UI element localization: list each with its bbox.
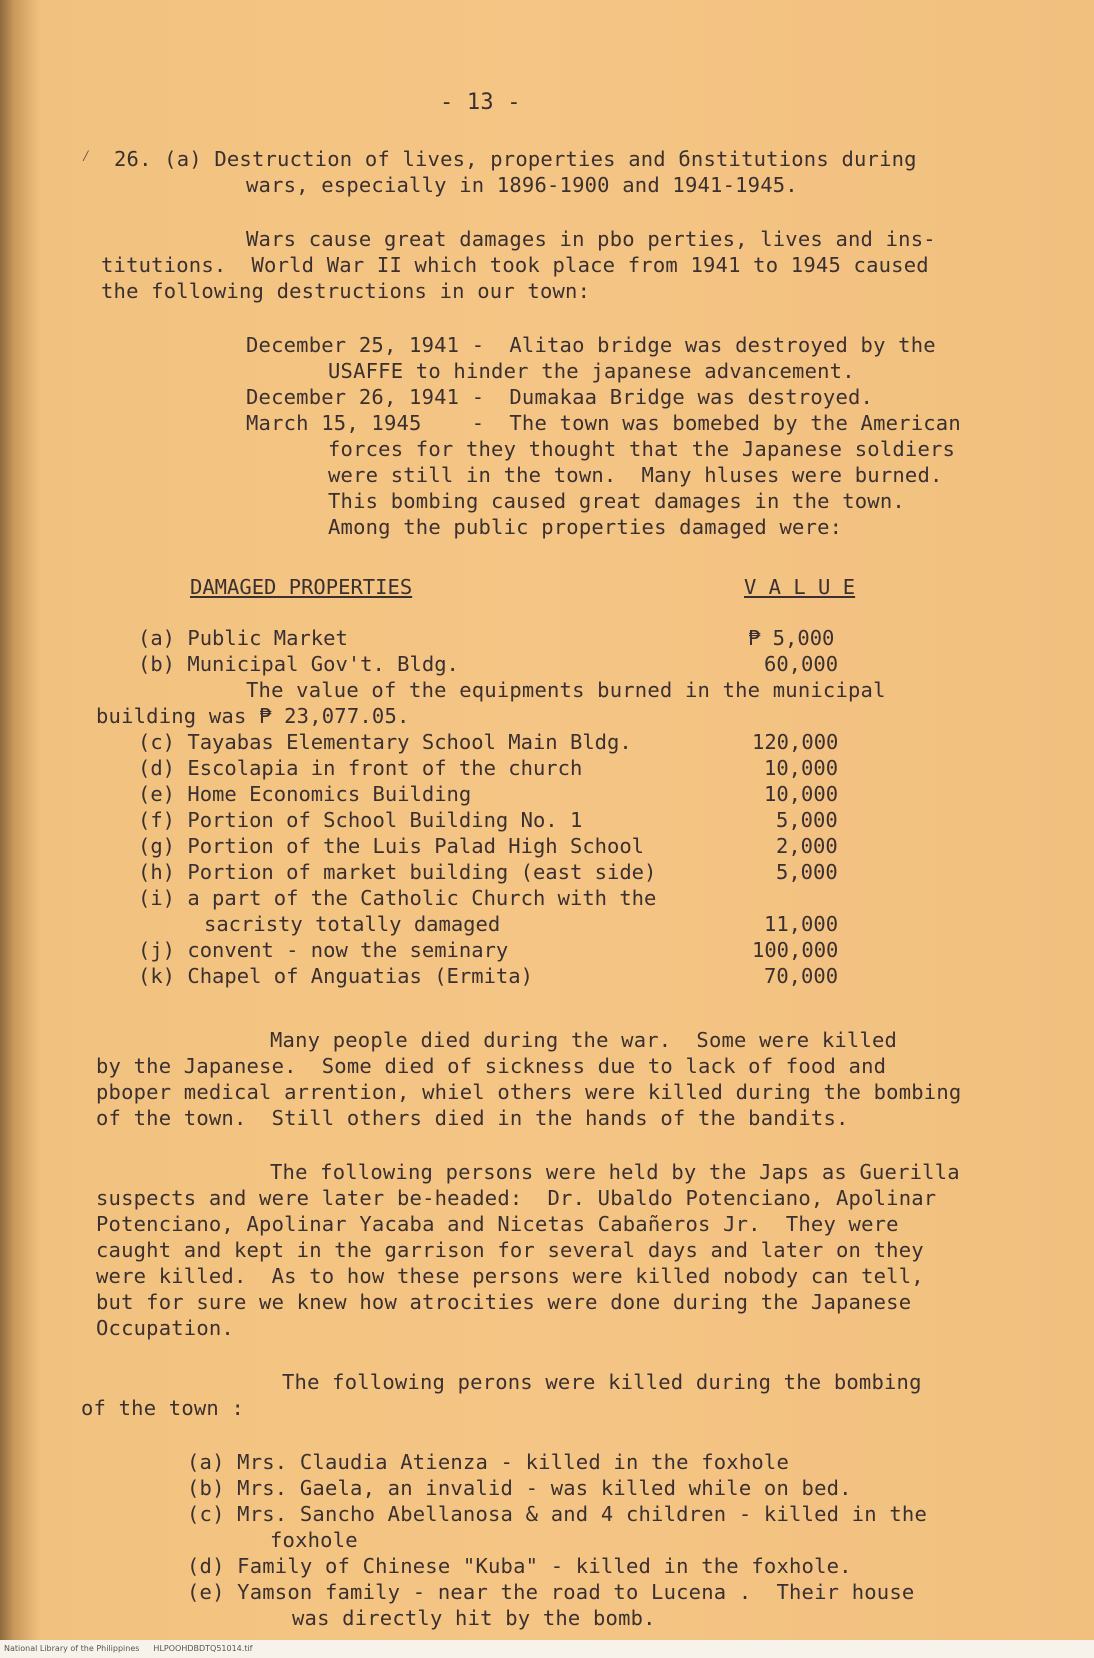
property-label: (g) Portion of the Luis Palad High School xyxy=(138,834,645,858)
property-value: 60,000 xyxy=(764,652,839,676)
victim-item: (b) Mrs. Gaela, an invalid - was killed while on bed. xyxy=(187,1476,852,1500)
paragraph-line: caught and kept in the garrison for several days and later on they xyxy=(96,1238,924,1262)
victim-item: (c) Mrs. Sancho Abellanosa & and 4 children - killed in the xyxy=(187,1502,927,1526)
table-header-value: V A L U E xyxy=(744,575,856,599)
property-label: (a) Public Market xyxy=(138,626,348,650)
property-value: 11,000 xyxy=(764,912,839,936)
property-value: 100,000 xyxy=(752,938,839,962)
paragraph-line: of the town. Still others died in the hands of the bandits. xyxy=(96,1106,849,1130)
event-line: December 26, 1941 - Dumakaa Bridge was destroyed. xyxy=(246,385,874,409)
event-line: This bombing caused great damages in the town. xyxy=(328,489,905,513)
event-line: Among the public properties damaged were: xyxy=(328,515,843,539)
section-heading-line1: 26. (a) Destruction of lives, properties and бnstitutions during xyxy=(114,147,917,171)
paragraph-line: pboper medical arrention, whiel others were killed during the bombing xyxy=(96,1080,962,1104)
property-label: (f) Portion of School Building No. 1 xyxy=(138,808,583,832)
property-value: 10,000 xyxy=(764,782,839,806)
paragraph-line: were killed. As to how these persons were killed nobody can tell, xyxy=(96,1264,924,1288)
footer-file: HLPOOHDBDTQ51014.tif xyxy=(153,1644,253,1653)
paragraph-line: The following persons were held by the Japs as Guerilla xyxy=(270,1160,960,1184)
table-header-property: DAMAGED PROPERTIES xyxy=(190,575,413,599)
property-label-continued: sacristy totally damaged xyxy=(204,912,501,936)
property-label: (b) Municipal Gov't. Bldg. xyxy=(138,652,459,676)
property-value: 70,000 xyxy=(764,964,839,988)
paragraph-line: by the Japanese. Some died of sickness due to lack of food and xyxy=(96,1054,887,1078)
margin-tick-mark: ⁄ xyxy=(81,146,91,165)
event-line: were still in the town. Many hluses were burned. xyxy=(328,463,943,487)
victim-item: (a) Mrs. Claudia Atienza - killed in the foxhole xyxy=(187,1450,790,1474)
property-label: (k) Chapel of Anguatias (Ermita) xyxy=(138,964,533,988)
paragraph-line: Potenciano, Apolinar Yacaba and Nicetas Cabañeros Jr. They were xyxy=(96,1212,899,1236)
page-number: - 13 - xyxy=(440,90,521,115)
property-value: 120,000 xyxy=(752,730,839,754)
paragraph-line: Many people died during the war. Some were killed xyxy=(270,1028,898,1052)
section-heading-line2: wars, especially in 1896-1900 and 1941-1945. xyxy=(246,173,798,197)
event-line: March 15, 1945 - The town was bomebed by the American xyxy=(246,411,961,435)
property-value: ₱ 5,000 xyxy=(748,626,835,650)
scan-footer xyxy=(0,1640,1094,1658)
footer-library: National Library of the Philippines xyxy=(4,1644,140,1653)
property-value: 10,000 xyxy=(764,756,839,780)
victim-item: (d) Family of Chinese "Kuba" - killed in the foxhole. xyxy=(187,1554,852,1578)
paragraph-line: suspects and were later be-headed: Dr. Ubaldo Potenciano, Apolinar xyxy=(96,1186,937,1210)
victim-item-continued: was directly hit by the bomb. xyxy=(292,1606,656,1630)
property-label: (i) a part of the Catholic Church with the xyxy=(138,886,657,910)
note-line: building was ₱ 23,077.05. xyxy=(96,704,410,728)
note-line: The value of the equipments burned in the municipal xyxy=(246,678,886,702)
intro-line: Wars cause great damages in pbo perties, lives and ins- xyxy=(246,227,936,251)
victim-item: (e) Yamson family - near the road to Lucena . Their house xyxy=(187,1580,915,1604)
property-label: (e) Home Economics Building xyxy=(138,782,472,806)
property-label: (c) Tayabas Elementary School Main Bldg. xyxy=(138,730,632,754)
intro-line: the following destructions in our town: xyxy=(101,279,591,303)
paragraph-line: of the town : xyxy=(81,1396,245,1420)
property-value: 5,000 xyxy=(776,860,838,884)
paragraph-line: but for sure we knew how atrocities were done during the Japanese xyxy=(96,1290,912,1314)
property-value: 5,000 xyxy=(776,808,838,832)
property-label: (j) convent - now the seminary xyxy=(138,938,509,962)
paragraph-line: Occupation. xyxy=(96,1316,234,1340)
intro-line: titutions. World War II which took place from 1941 to 1945 caused xyxy=(101,253,929,277)
paragraph-line: The following perons were killed during the bombing xyxy=(282,1370,922,1394)
property-value: 2,000 xyxy=(776,834,838,858)
property-label: (h) Portion of market building (east side) xyxy=(138,860,657,884)
victim-item-continued: foxhole xyxy=(270,1528,358,1552)
property-label: (d) Escolapia in front of the church xyxy=(138,756,583,780)
event-line: December 25, 1941 - Alitao bridge was destroyed by the xyxy=(246,333,936,357)
event-line: forces for they thought that the Japanese soldiers xyxy=(328,437,956,461)
event-line: USAFFE to hinder the japanese advancement. xyxy=(328,359,855,383)
